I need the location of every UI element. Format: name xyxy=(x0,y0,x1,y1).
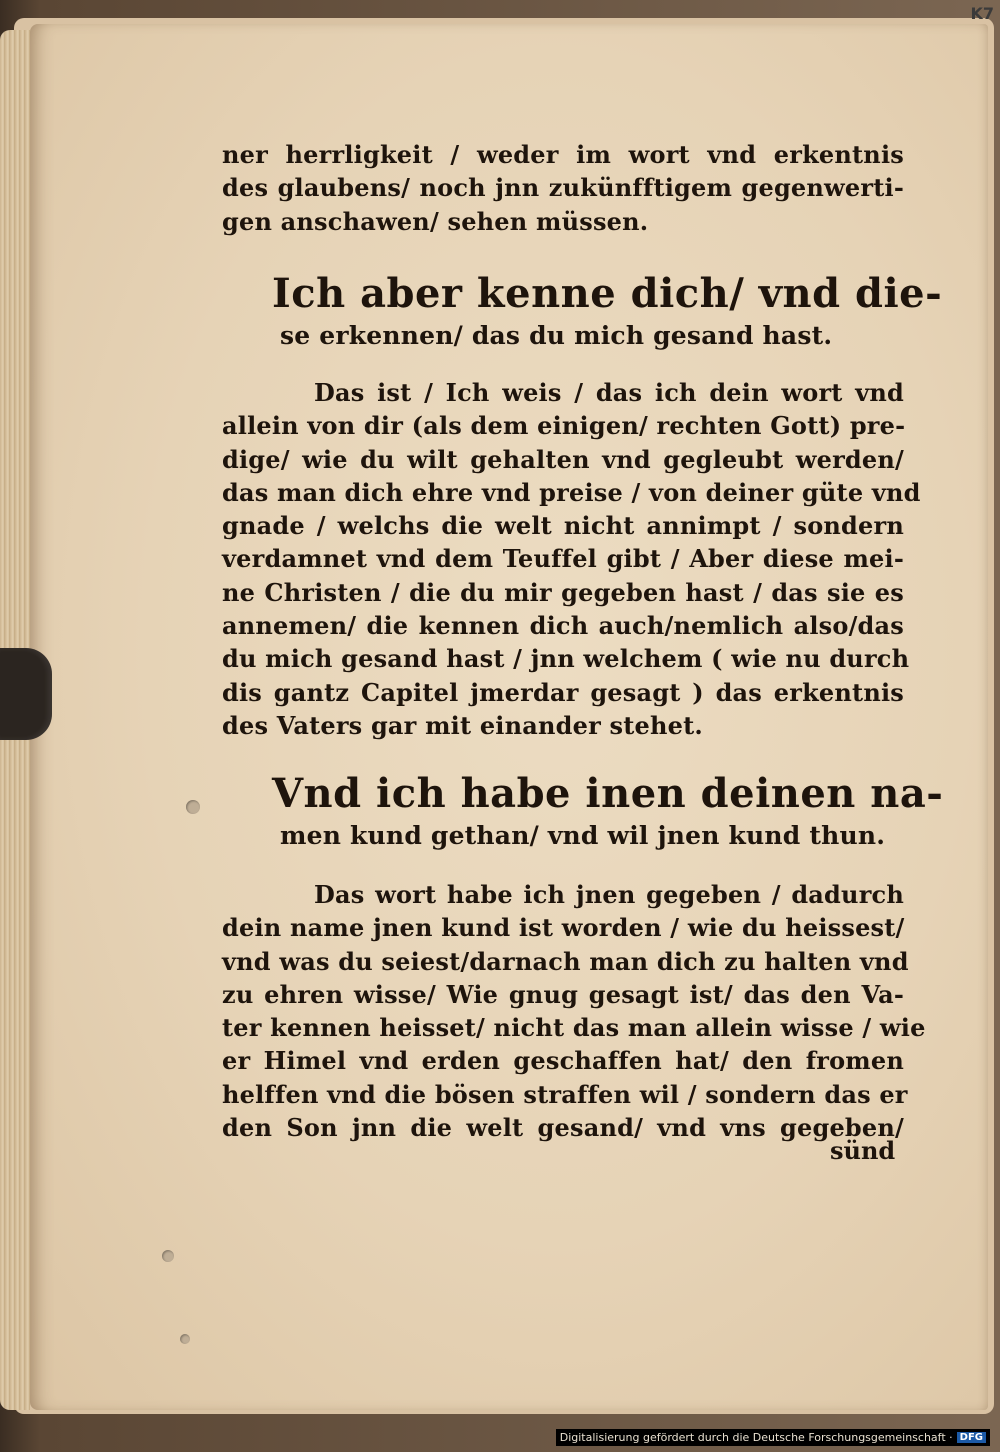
subheading-line: se erkennen/ das du mich gesand hast. xyxy=(280,321,833,350)
verse-heading-1 xyxy=(222,270,943,354)
heading-line: Ich aber kenne dich/ vnd die- xyxy=(272,270,943,317)
page-spot xyxy=(180,1334,190,1344)
text-line: dein name jnen kund ist worden / wie du heissest/ xyxy=(222,913,905,943)
text-line: Das wort habe ich jnen gegeben / dadurch xyxy=(314,880,904,909)
text-line: das man dich ehre vnd preise / von deiner güte vnd xyxy=(222,477,921,507)
text-line: dige/ wie du wilt gehalten vnd gegleubt werden/ xyxy=(222,444,904,474)
text-line: allein von dir (als dem einigen/ rechten Gott) pre- xyxy=(222,411,906,441)
text-line: ter kennen heisset/ nicht das man allein wisse / wie xyxy=(222,1013,926,1043)
text-line: gnade / welchs die welt nicht annimpt / sondern xyxy=(222,511,904,541)
text-line: Das ist / Ich weis / das ich dein wort vnd xyxy=(314,378,904,407)
text-line: des Vaters gar mit einander stehet. xyxy=(222,710,703,740)
dfg-logo: DFG xyxy=(957,1432,986,1443)
page-spot xyxy=(186,800,200,814)
digitization-footer xyxy=(556,1429,990,1446)
text-line: zu ehren wisse/ Wie gnug gesagt ist/ das den Va- xyxy=(222,979,904,1009)
text-line: des glaubens/ noch jnn zukünfftigem gegenwerti- xyxy=(222,173,904,203)
text-line: den Son jnn die welt gesand/ vnd vns gegeben/ xyxy=(222,1113,904,1143)
text-line: helffen vnd die bösen straffen wil / sondern das er xyxy=(222,1079,908,1109)
text-line: gen anschawen/ sehen müssen. xyxy=(222,206,649,236)
text-line: annemen/ die kennen dich auch/nemlich also/das xyxy=(222,611,904,641)
text-line: vnd was du seiest/darnach man dich zu halten vnd xyxy=(222,946,909,976)
text-line: dis gantz Capitel jmerdar gesagt ) das erkentnis xyxy=(222,677,904,707)
text-line: du mich gesand hast / jnn welchem ( wie nu durch xyxy=(222,644,910,674)
subheading-line: men kund gethan/ vnd wil jnen kund thun. xyxy=(280,821,886,850)
text-block-1 xyxy=(222,138,904,238)
verse-heading-2 xyxy=(222,770,944,854)
text-block-2 xyxy=(222,376,921,742)
text-line: verdamnet vnd dem Teuffel gibt / Aber diese mei- xyxy=(222,544,904,574)
corner-mark: K7 xyxy=(970,4,994,23)
text-line: er Himel vnd erden geschaffen hat/ den fromen xyxy=(222,1046,904,1076)
footer-text: Digitalisierung gefördert durch die Deutsche Forschungsgemeinschaft · xyxy=(559,1431,953,1444)
text-block-3 xyxy=(222,878,926,1144)
text-line: ne Christen / die du mir gegeben hast / das sie es xyxy=(222,577,904,607)
catchword: sünd xyxy=(830,1136,896,1165)
book-clamp xyxy=(0,648,52,740)
page-spot xyxy=(162,1250,174,1262)
text-line: ner herrligkeit / weder im wort vnd erkentnis xyxy=(222,140,904,169)
heading-line: Vnd ich habe inen deinen na- xyxy=(272,770,944,817)
